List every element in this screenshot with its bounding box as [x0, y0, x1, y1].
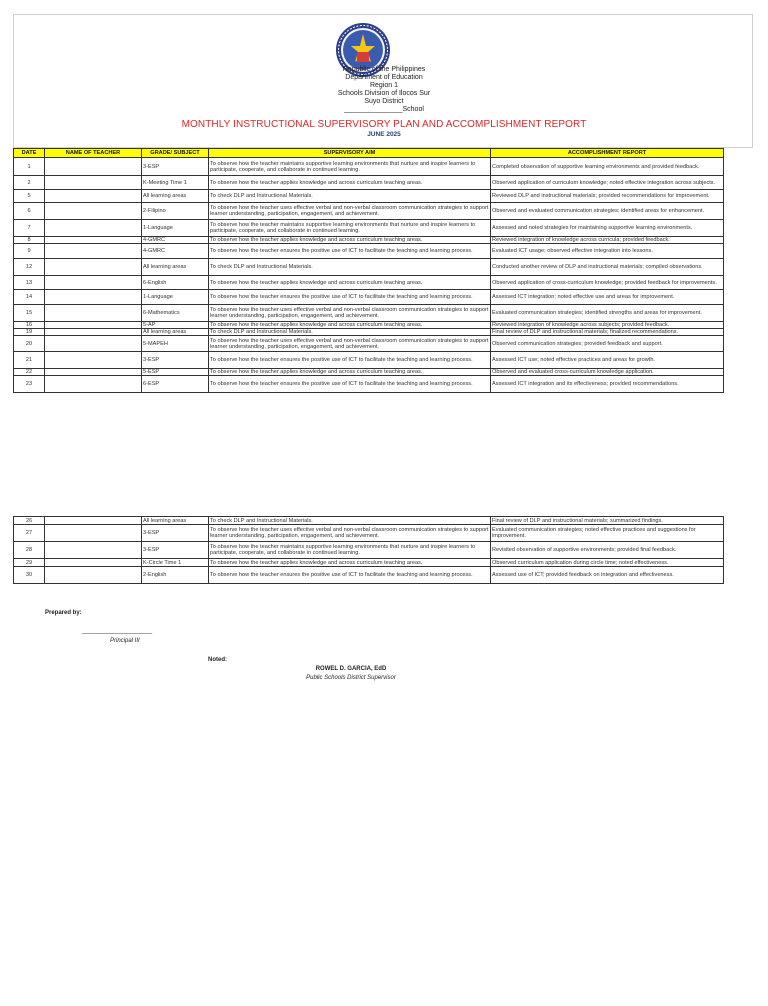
table-row: [14, 259, 724, 276]
report-title: MONTHLY INSTRUCTIONAL SUPERVISORY PLAN AND ACCOMPLISHMENT REPORT: [181, 119, 587, 130]
row-date: 16: [14, 322, 45, 329]
row-subject: 3-ESP: [142, 352, 209, 369]
row-date: 15: [14, 305, 45, 322]
row-date: 29: [14, 559, 45, 567]
table-row: [14, 237, 724, 244]
row-aim: To observe how the teacher ensures the positive use of ICT to facilitate the teaching and learning process.: [209, 376, 491, 393]
col-header-aim: SUPERVISORY AIM: [209, 149, 491, 158]
row-subject: K-Meeting Time 1: [142, 176, 209, 190]
row-date: 8: [14, 237, 45, 244]
row-subject: 6-Mathematics: [142, 305, 209, 322]
row-teacher: [45, 352, 142, 369]
row-aim: To observe how the teacher maintains supportive learning environments that nurture and inspire learners to participate, cooperate, and collaborate in continued learning.: [209, 158, 491, 176]
row-subject: 3-ESP: [142, 542, 209, 559]
row-subject: 6-ESP: [142, 376, 209, 393]
row-aim: To observe how the teacher applies knowledge and across curriculum teaching areas.: [209, 369, 491, 376]
row-teacher: [45, 290, 142, 305]
row-teacher: [45, 559, 142, 567]
table-row: [14, 517, 724, 525]
col-header-subject: GRADE/ SUBJECT: [142, 149, 209, 158]
row-report: Conducted another review of DLP and instructional materials; compiled observations.: [491, 259, 724, 276]
row-report: Observed and evaluated communication strategies; identified areas for enhancement.: [491, 203, 724, 220]
row-subject: K-Circle Time 1: [142, 559, 209, 567]
row-date: 7: [14, 220, 45, 237]
row-aim: To check DLP and Instructional Materials.: [209, 329, 491, 336]
row-aim: To check DLP and Instructional Materials.: [209, 517, 491, 525]
row-teacher: [45, 376, 142, 393]
row-report: Assessed ICT integration and its effectiveness; provided recommendations.: [491, 376, 724, 393]
row-teacher: [45, 176, 142, 190]
row-subject: 5-MAPEH: [142, 336, 209, 352]
row-date: 12: [14, 259, 45, 276]
row-aim: To observe how the teacher uses effective verbal and non-verbal classroom communication strategies to support learner understanding, participation, engagement, and achievement.: [209, 203, 491, 220]
row-aim: To observe how the teacher applies knowledge and across curriculum teaching areas.: [209, 559, 491, 567]
noted-title: Public Schools District Supervisor: [306, 675, 396, 681]
row-subject: All learning areas: [142, 190, 209, 203]
plan-table-page2: [13, 516, 724, 584]
row-date: 2: [14, 176, 45, 190]
row-subject: 4-GMRC: [142, 244, 209, 259]
row-report: Assessed use of ICT; provided feedback on integration and effectiveness.: [491, 567, 724, 584]
row-subject: 3-ESP: [142, 525, 209, 542]
row-aim: To observe how the teacher uses effective verbal and non-verbal classroom communication strategies to support learner understanding, participation, engagement, and achievement.: [209, 525, 491, 542]
prepared-signature-line: _____________________: [82, 628, 153, 634]
table-row: [14, 369, 724, 376]
row-aim: To observe how the teacher applies knowledge and across curriculum teaching areas.: [209, 176, 491, 190]
header-line-division: Schools Division of Ilocos Sur: [337, 90, 431, 97]
row-date: 30: [14, 567, 45, 584]
row-report: Observed application of cross-curriculum knowledge; provided feedback for improvements.: [491, 276, 724, 290]
prepared-title: Principal III: [110, 638, 140, 644]
row-subject: 6-English: [142, 276, 209, 290]
row-report: Observed and evaluated cross-curriculum knowledge application.: [491, 369, 724, 376]
prepared-by-label: Prepared by:: [45, 610, 82, 616]
row-date: 13: [14, 276, 45, 290]
row-report: Reviewed integration of knowledge across subjects; provided feedback.: [491, 322, 724, 329]
row-report: Evaluated communication strategies; identified strengths and areas for improvement.: [491, 305, 724, 322]
table-row: [14, 329, 724, 336]
report-month: JUNE 2025: [367, 131, 401, 138]
header-line-region: Region 1: [369, 82, 399, 89]
row-subject: All learning areas: [142, 329, 209, 336]
row-date: 28: [14, 542, 45, 559]
row-teacher: [45, 542, 142, 559]
row-teacher: [45, 220, 142, 237]
row-date: 23: [14, 376, 45, 393]
row-aim: To observe how the teacher uses effective verbal and non-verbal classroom communication strategies to support learner understanding, participation, engagement, and achievement.: [210, 337, 489, 350]
row-report: Observed curriculum application during circle time; noted effectiveness.: [491, 559, 724, 567]
table-row: [14, 352, 724, 369]
table-row: [14, 176, 724, 190]
row-report: Reviewed DLP and instructional materials; provided recommendations for improvement.: [491, 190, 724, 203]
row-report: Evaluated ICT usage; observed effective integration into lessons.: [491, 244, 724, 259]
row-report: Observed application of curriculum knowledge; noted effective integration across subjects.: [491, 176, 724, 190]
plan-table-page1: [13, 148, 724, 393]
row-subject: 5-AP: [142, 322, 209, 329]
row-report: Assessed ICT integration; noted effective use and areas for improvement.: [491, 290, 724, 305]
table-row: [14, 203, 724, 220]
row-subject: 3-ESP: [142, 158, 209, 176]
header-line-republic: Republic of the Philippines: [342, 66, 426, 73]
row-report: Final review of DLP and instructional materials; finalized recommendations.: [491, 329, 724, 336]
table-row: [14, 158, 724, 176]
col-header-date: DATE: [14, 149, 45, 158]
row-subject: 5-ESP: [142, 369, 209, 376]
row-aim: To observe how the teacher applies knowledge and across curriculum teaching areas.: [209, 322, 491, 329]
col-header-teacher: NAME OF TEACHER: [45, 149, 142, 158]
row-teacher: [45, 276, 142, 290]
row-date: 1: [14, 158, 45, 176]
row-date: 9: [14, 244, 45, 259]
row-date: 6: [14, 203, 45, 220]
row-subject: 1-Language: [142, 290, 209, 305]
row-date: 27: [14, 525, 45, 542]
row-date: 22: [14, 369, 45, 376]
table-row: [14, 559, 724, 567]
row-teacher: [45, 244, 142, 259]
row-aim: To observe how the teacher ensures the positive use of ICT to facilitate the teaching and learning process.: [209, 290, 491, 305]
row-date: 21: [14, 352, 45, 369]
row-aim: To check DLP and Instructional Materials.: [209, 190, 491, 203]
table-row: [14, 376, 724, 393]
row-report: Assessed and noted strategies for maintaining supportive learning environments.: [491, 220, 724, 237]
row-teacher: [45, 203, 142, 220]
table-row: [14, 525, 724, 542]
row-teacher: [45, 305, 142, 322]
row-subject: All learning areas: [142, 517, 209, 525]
row-aim: To observe how the teacher ensures the positive use of ICT to facilitate the teaching and learning process.: [209, 567, 491, 584]
row-aim: To observe how the teacher maintains supportive learning environments that nurture and inspire learners to participate, cooperate, and collaborate in continued learning.: [209, 220, 491, 237]
row-teacher: [45, 190, 142, 203]
row-teacher: [45, 567, 142, 584]
table-row: [14, 336, 724, 352]
row-date: 19: [14, 329, 45, 336]
row-subject: 1-Language: [142, 220, 209, 237]
row-teacher: [45, 369, 142, 376]
row-report: Final review of DLP and instructional materials; summarized findings.: [491, 517, 724, 525]
header-line-district: Suyo District: [364, 98, 404, 105]
row-aim: To observe how the teacher ensures the positive use of ICT to facilitate the teaching and learning process.: [209, 244, 491, 259]
row-teacher: [45, 336, 142, 352]
table-row: [14, 220, 724, 237]
row-teacher: [45, 158, 142, 176]
table-row: [14, 290, 724, 305]
row-date: 20: [14, 336, 45, 352]
row-date: 5: [14, 190, 45, 203]
row-subject: 4-GMRC: [142, 237, 209, 244]
row-date: 26: [14, 517, 45, 525]
row-date: 14: [14, 290, 45, 305]
row-aim: To observe how the teacher uses effective verbal and non-verbal classroom communication strategies to support learner understanding, participation, engagement, and achievement.: [209, 305, 491, 322]
row-subject: All learning areas: [142, 259, 209, 276]
row-aim: To observe how the teacher applies knowledge and across curriculum teaching areas.: [209, 276, 491, 290]
noted-label: Noted:: [208, 657, 227, 663]
row-aim: To observe how the teacher ensures the positive use of ICT to facilitate the teaching and learning process.: [209, 352, 491, 369]
row-teacher: [45, 525, 142, 542]
table-row: [14, 276, 724, 290]
table-row: [14, 244, 724, 259]
row-report: Assessed ICT use; noted effective practices and areas for growth.: [491, 352, 724, 369]
row-report: Completed observation of supportive learning environments and provided feedback.: [491, 158, 724, 176]
row-report: Evaluated communication strategies; noted effective practices and suggestions for improvement.: [491, 525, 724, 542]
row-aim: To observe how the teacher applies knowledge and across curriculum teaching areas.: [209, 237, 491, 244]
row-teacher: [45, 329, 142, 336]
row-teacher: [45, 322, 142, 329]
table-row: [14, 322, 724, 329]
row-report: Reviewed integration of knowledge across curricula; provided feedback.: [491, 237, 724, 244]
row-aim: To observe how the teacher maintains supportive learning environments that nurture and inspire learners to participate, cooperate, and collaborate in continued learning.: [209, 542, 491, 559]
row-aim: To check DLP and Instructional Materials.: [209, 259, 491, 276]
row-subject: 2-English: [142, 567, 209, 584]
table-row: [14, 190, 724, 203]
header-line-department: Department of Education: [345, 74, 423, 81]
table-header-row: [14, 149, 724, 158]
table-row: [14, 567, 724, 584]
row-report: Revisited observation of supportive environments; provided final feedback.: [491, 542, 724, 559]
row-teacher: [45, 259, 142, 276]
row-subject: 2-Filipino: [142, 203, 209, 220]
row-teacher: [45, 237, 142, 244]
row-teacher: [45, 517, 142, 525]
table-row: [14, 305, 724, 322]
row-report: Observed communication strategies; provided feedback and support.: [491, 336, 724, 352]
table-row: [14, 542, 724, 559]
header-line-school: _______________School: [344, 106, 424, 113]
noted-name: ROWEL D. GARCIA, EdD: [315, 666, 387, 672]
col-header-report: ACCOMPLISHMENT REPORT: [491, 149, 724, 158]
